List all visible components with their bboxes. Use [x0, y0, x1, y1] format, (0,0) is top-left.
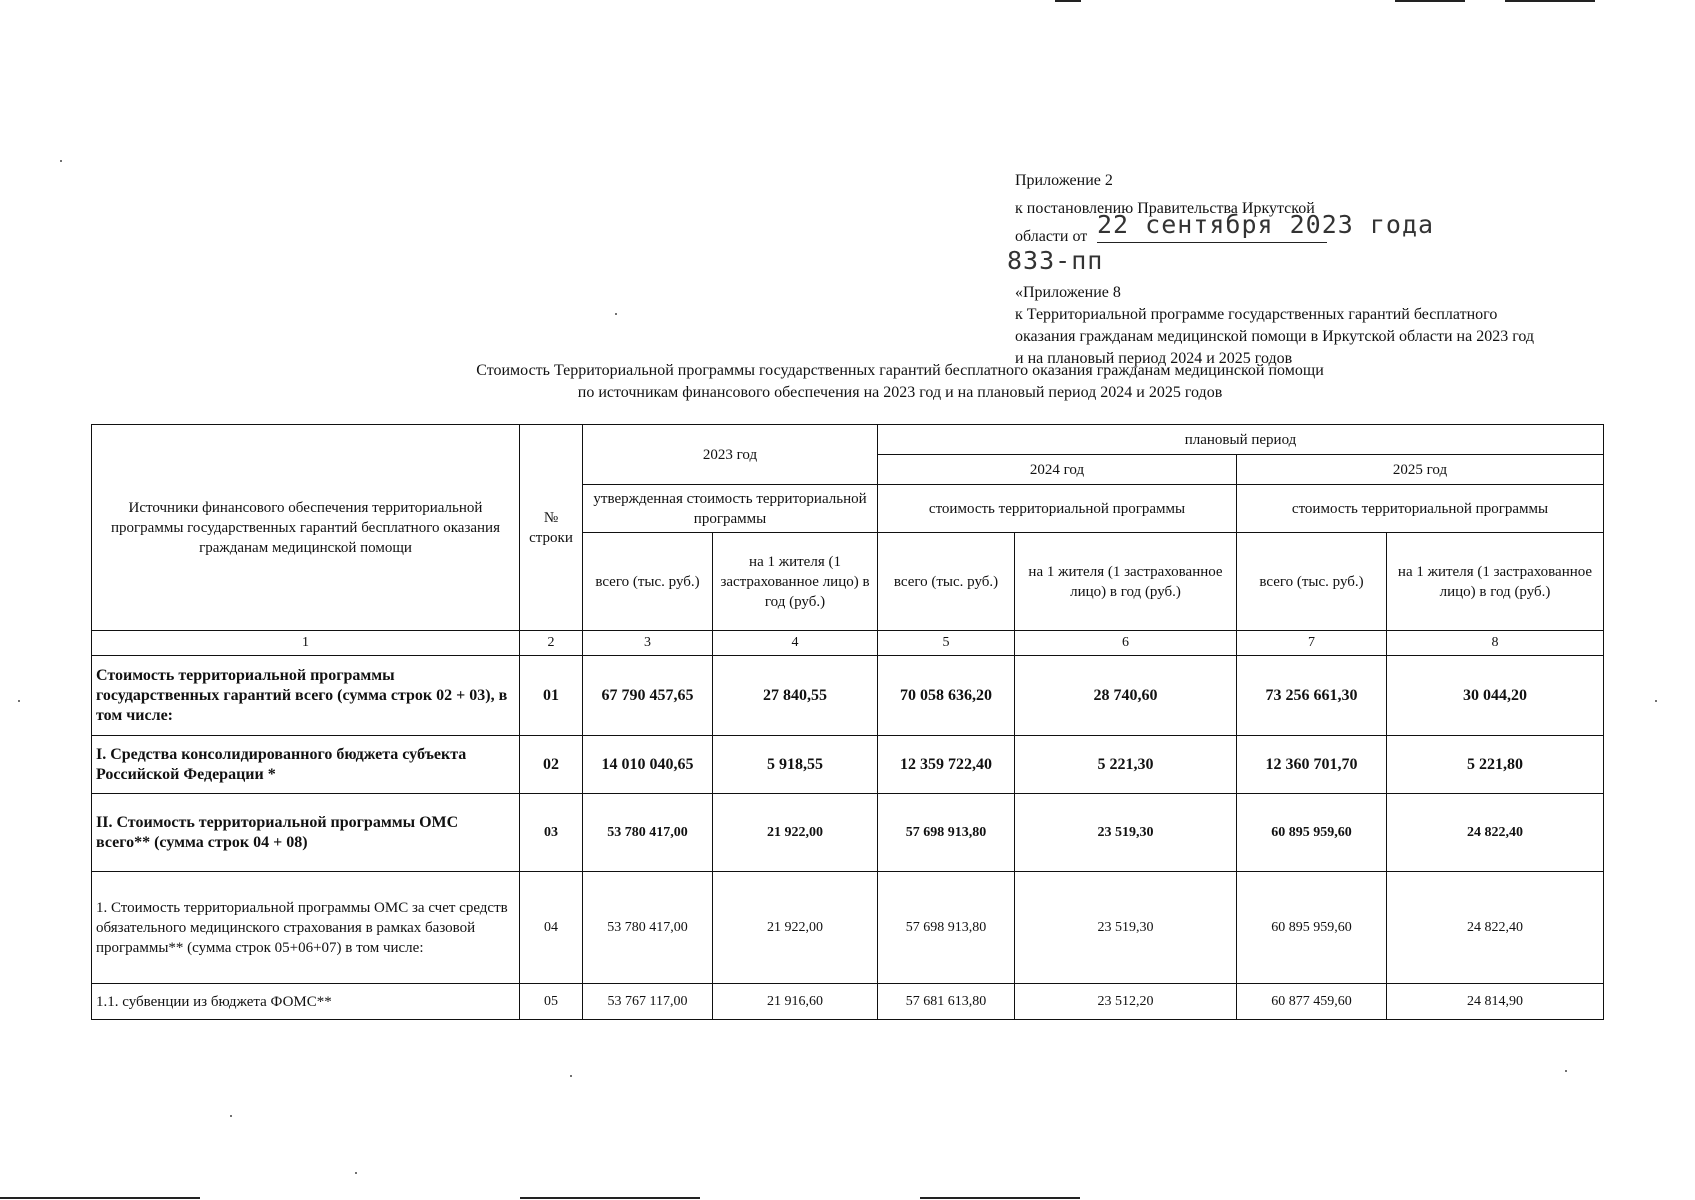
header-row-1 — [92, 425, 1604, 455]
column-number-row — [92, 631, 1604, 656]
row-source: Стоимость территориальной программы государственных гарантий всего (сумма строк 02 + 03), в том числе: — [92, 656, 520, 736]
row-per-capita-2024: 23 519,30 — [1015, 794, 1237, 872]
appendix-line-7: оказания гражданам медицинской помощи в Иркутской области на 2023 год — [1015, 328, 1535, 345]
row-per-capita-2025: 5 221,80 — [1387, 736, 1604, 794]
column-number: 4 — [713, 631, 878, 656]
row-total-2025: 60 877 459,60 — [1237, 984, 1387, 1020]
row-total-2023: 53 767 117,00 — [583, 984, 713, 1020]
appendix-block — [1007, 170, 1615, 370]
header-total-2023: всего (тыс. руб.) — [583, 533, 713, 631]
row-source: 1.1. субвенции из бюджета ФОМС** — [92, 984, 520, 1020]
document-title — [300, 360, 1500, 404]
row-no: 04 — [520, 872, 583, 984]
table-row — [92, 736, 1604, 794]
row-no: 03 — [520, 794, 583, 872]
row-total-2025: 60 895 959,60 — [1237, 794, 1387, 872]
appendix-line-8: и на плановый период 2024 и 2025 годов — [1015, 350, 1293, 367]
header-per-capita-2025: на 1 жителя (1 застрахованное лицо) в год (руб.) — [1387, 533, 1604, 631]
header-program-cost-2024: стоимость территориальной программы — [878, 485, 1237, 533]
row-source: II. Стоимость территориальной программы ОМС всего** (сумма строк 04 + 08) — [92, 794, 520, 872]
date-stamp: 22 сентября 2023 года — [1097, 210, 1435, 239]
appendix-date-line — [1015, 210, 1615, 248]
header-total-2024: всего (тыс. руб.) — [878, 533, 1015, 631]
column-number: 2 — [520, 631, 583, 656]
header-source: Источники финансового обеспечения территориальной программы государственных гарантий бесплатного оказания гражданам медицинской помощи — [92, 425, 520, 631]
row-per-capita-2025: 24 814,90 — [1387, 984, 1604, 1020]
row-per-capita-2023: 5 918,55 — [713, 736, 878, 794]
column-number: 5 — [878, 631, 1015, 656]
column-number: 3 — [583, 631, 713, 656]
row-per-capita-2023: 21 916,60 — [713, 984, 878, 1020]
header-year-2023: 2023 год — [583, 425, 878, 485]
header-planned-period: плановый период — [878, 425, 1604, 455]
scan-speck — [1655, 700, 1657, 702]
row-total-2024: 57 681 613,80 — [878, 984, 1015, 1020]
row-total-2023: 53 780 417,00 — [583, 794, 713, 872]
scan-mark — [1505, 0, 1595, 2]
table-row — [92, 984, 1604, 1020]
row-total-2023: 53 780 417,00 — [583, 872, 713, 984]
row-per-capita-2024: 23 512,20 — [1015, 984, 1237, 1020]
column-number: 7 — [1237, 631, 1387, 656]
column-number: 8 — [1387, 631, 1604, 656]
header-per-capita-2024: на 1 жителя (1 застрахованное лицо) в год (руб.) — [1015, 533, 1237, 631]
scan-speck — [18, 700, 20, 702]
row-total-2024: 57 698 913,80 — [878, 794, 1015, 872]
header-row-no: № строки — [520, 425, 583, 631]
row-total-2024: 70 058 636,20 — [878, 656, 1015, 736]
row-no: 05 — [520, 984, 583, 1020]
row-per-capita-2025: 24 822,40 — [1387, 794, 1604, 872]
row-per-capita-2023: 21 922,00 — [713, 794, 878, 872]
row-per-capita-2024: 23 519,30 — [1015, 872, 1237, 984]
row-per-capita-2023: 27 840,55 — [713, 656, 878, 736]
date-underline — [1097, 242, 1327, 243]
row-per-capita-2025: 24 822,40 — [1387, 872, 1604, 984]
scan-speck — [1565, 1070, 1567, 1072]
row-total-2024: 12 359 722,40 — [878, 736, 1015, 794]
row-total-2024: 57 698 913,80 — [878, 872, 1015, 984]
table-row — [92, 794, 1604, 872]
row-total-2023: 14 010 040,65 — [583, 736, 713, 794]
appendix-date-label: области от — [1015, 228, 1088, 245]
table-row — [92, 656, 1604, 736]
scan-speck — [60, 160, 62, 162]
header-approved-cost: утвержденная стоимость территориальной программы — [583, 485, 878, 533]
scan-mark — [520, 1197, 700, 1199]
number-stamp: 833-пп — [1007, 246, 1104, 275]
header-per-capita-2023: на 1 жителя (1 застрахованное лицо) в год (руб.) — [713, 533, 878, 631]
scan-mark — [0, 1197, 200, 1199]
appendix-line-2: к постановлению Правительства Иркутской — [1015, 200, 1315, 217]
scan-speck — [570, 1075, 572, 1077]
row-source: 1. Стоимость территориальной программы ОМС за счет средств обязательного медицинского страхования в рамках базовой программы** (сумма строк 05+06+07) в том числе: — [92, 872, 520, 984]
row-per-capita-2024: 28 740,60 — [1015, 656, 1237, 736]
table-row — [92, 872, 1604, 984]
row-total-2025: 12 360 701,70 — [1237, 736, 1387, 794]
scan-speck — [230, 1115, 232, 1117]
row-total-2023: 67 790 457,65 — [583, 656, 713, 736]
row-per-capita-2023: 21 922,00 — [713, 872, 878, 984]
row-total-2025: 73 256 661,30 — [1237, 656, 1387, 736]
row-no: 02 — [520, 736, 583, 794]
scan-speck — [355, 1172, 357, 1174]
header-year-2025: 2025 год — [1237, 455, 1604, 485]
scan-speck — [615, 313, 617, 315]
scan-mark — [920, 1197, 1080, 1199]
row-source: I. Средства консолидированного бюджета субъекта Российской Федерации * — [92, 736, 520, 794]
row-total-2025: 60 895 959,60 — [1237, 872, 1387, 984]
appendix-line-5: «Приложение 8 — [1015, 284, 1121, 301]
header-program-cost-2025: стоимость территориальной программы — [1237, 485, 1604, 533]
title-line-1: Стоимость Территориальной программы государственных гарантий бесплатного оказания гражданам медицинской помощи — [476, 362, 1324, 379]
row-per-capita-2025: 30 044,20 — [1387, 656, 1604, 736]
column-number: 6 — [1015, 631, 1237, 656]
appendix-line-1: Приложение 2 — [1015, 172, 1113, 189]
header-year-2024: 2024 год — [878, 455, 1237, 485]
title-line-2: по источникам финансового обеспечения на 2023 год и на плановый период 2024 и 2025 годов — [577, 384, 1223, 401]
scan-mark — [1055, 0, 1081, 2]
row-per-capita-2024: 5 221,30 — [1015, 736, 1237, 794]
appendix-line-6: к Территориальной программе государственных гарантий бесплатного — [1015, 306, 1498, 323]
row-no: 01 — [520, 656, 583, 736]
scan-mark — [1395, 0, 1465, 2]
financing-table — [91, 424, 1604, 1020]
header-total-2025: всего (тыс. руб.) — [1237, 533, 1387, 631]
column-number: 1 — [92, 631, 520, 656]
